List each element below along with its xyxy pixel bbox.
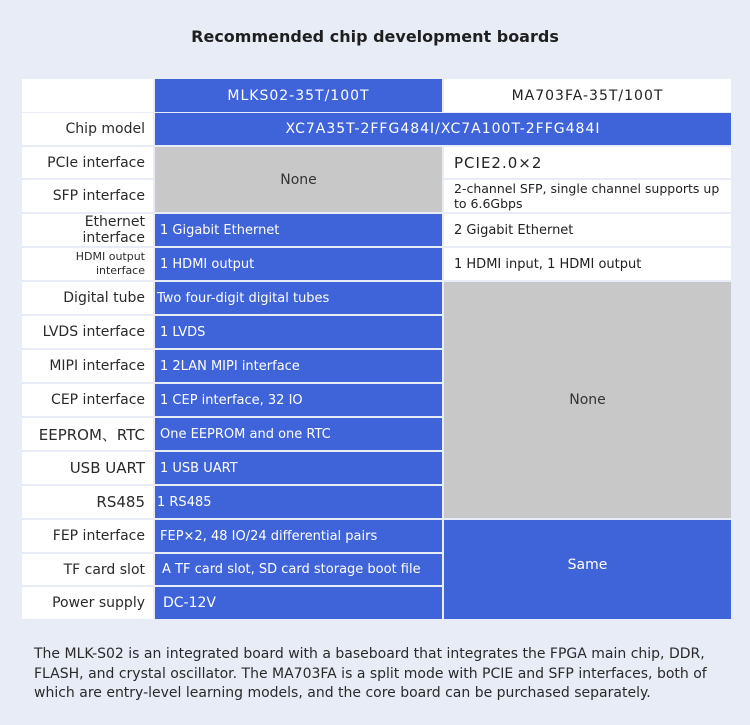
lvds-board-a-value: 1 LVDS xyxy=(155,316,442,348)
description-paragraph: The MLK-S02 is an integrated board with a baseboard that integrates the FPGA main chip, DDR, FLASH, and crystal oscillator. The MA703FA is a split mode with PCIE and SFP interfaces, both of which are entry-level learning models, and the core board can be purchased separately. xyxy=(34,646,707,701)
digital-tube-board-a-value: Two four-digit digital tubes xyxy=(155,282,442,314)
rs485-board-a-value: 1 RS485 xyxy=(155,486,442,518)
row-label-rs485: RS485 xyxy=(22,486,153,518)
board-b-none-merged: None xyxy=(444,282,731,518)
row-label-hdmi: HDMI output interface xyxy=(22,248,153,280)
row-label-chip-model: Chip model xyxy=(22,113,153,145)
hdmi-board-b-value: 1 HDMI input, 1 HDMI output xyxy=(444,248,731,280)
row-label-lvds: LVDS interface xyxy=(22,316,153,348)
row-label-pcie: PCIe interface xyxy=(22,147,153,178)
usb-uart-board-a-value: 1 USB UART xyxy=(155,452,442,484)
eeprom-rtc-board-a-value: One EEPROM and one RTC xyxy=(155,418,442,450)
header-board-a: MLKS02-35T/100T xyxy=(155,79,442,112)
row-label-usb-uart: USB UART xyxy=(22,452,153,484)
header-corner-cell xyxy=(22,79,153,112)
pcie-board-b-value: PCIE2.0×2 xyxy=(444,147,731,178)
row-label-fep: FEP interface xyxy=(22,520,153,552)
chip-model-value: XC7A35T-2FFG484I/XC7A100T-2FFG484I xyxy=(155,113,731,145)
fep-board-a-value: FEP×2, 48 IO/24 differential pairs xyxy=(155,520,442,552)
hdmi-board-a-value: 1 HDMI output xyxy=(155,248,442,280)
row-label-tf-card: TF card slot xyxy=(22,554,153,585)
row-label-mipi: MIPI interface xyxy=(22,350,153,382)
row-label-cep: CEP interface xyxy=(22,384,153,416)
page-title: Recommended chip development boards xyxy=(191,27,559,46)
pcie-sfp-board-a-value: None xyxy=(155,147,442,212)
header-board-b: MA703FA-35T/100T xyxy=(444,79,731,112)
row-label-digital-tube: Digital tube xyxy=(22,282,153,314)
row-label-sfp: SFP interface xyxy=(22,180,153,212)
row-label-power-supply: Power supply xyxy=(22,587,153,619)
row-label-ethernet: Ethernet interface xyxy=(22,214,153,246)
tf-card-board-a-value: A TF card slot, SD card storage boot file xyxy=(155,554,442,585)
row-label-eeprom-rtc: EEPROM、RTC xyxy=(22,418,153,450)
mipi-board-a-value: 1 2LAN MIPI interface xyxy=(155,350,442,382)
ethernet-board-a-value: 1 Gigabit Ethernet xyxy=(155,214,442,246)
power-supply-board-a-value: DC-12V xyxy=(155,587,442,619)
board-b-same-merged: Same xyxy=(444,520,731,619)
sfp-board-b-value: 2-channel SFP, single channel supports up to 6.6Gbps xyxy=(444,180,731,212)
cep-board-a-value: 1 CEP interface, 32 IO xyxy=(155,384,442,416)
ethernet-board-b-value: 2 Gigabit Ethernet xyxy=(444,214,731,246)
